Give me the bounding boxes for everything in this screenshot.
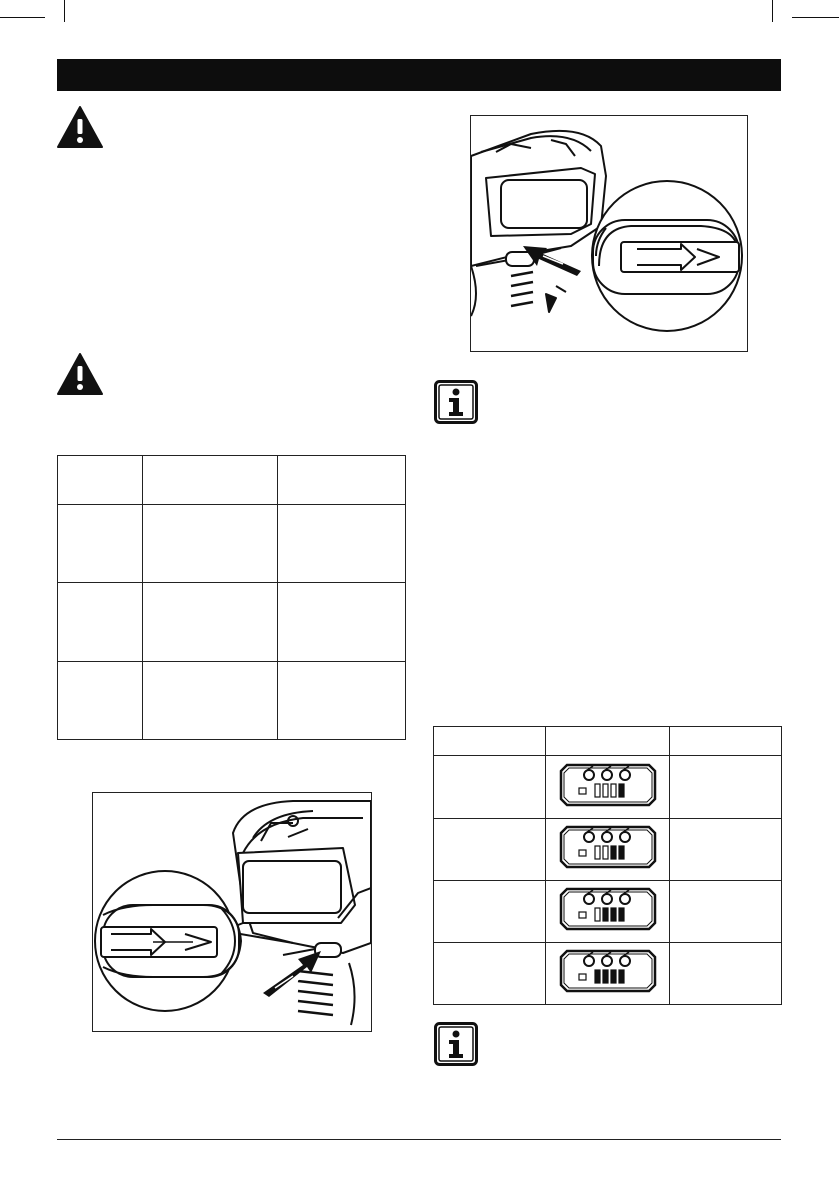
- indicator-led: [579, 912, 586, 918]
- knob-icon: [602, 894, 612, 904]
- table-cell: [278, 662, 406, 740]
- battery-level-bar: [595, 908, 600, 921]
- knob-icon: [620, 832, 630, 842]
- table-cell: [434, 881, 546, 943]
- knob-icon: [620, 770, 630, 780]
- table-row: [58, 583, 406, 662]
- battery-indicator-cell: [546, 943, 670, 1005]
- table-row: [58, 505, 406, 583]
- table-row: [58, 662, 406, 740]
- battery-indicator-cell: [546, 881, 670, 943]
- tool-illustration-left: [92, 792, 372, 1032]
- indicator-led: [579, 788, 586, 794]
- crop-mark: [792, 17, 839, 18]
- table-cell: [58, 505, 143, 583]
- battery-level-bar: [619, 908, 624, 921]
- knob-icon: [584, 832, 594, 842]
- battery-indicator-cell: [546, 756, 670, 819]
- spec-table: [57, 455, 406, 740]
- table-cell: [143, 583, 278, 662]
- battery-indicator-icon: [559, 887, 657, 931]
- table-cell: [670, 819, 782, 881]
- knob-icon: [584, 894, 594, 904]
- battery-indicator-icon: [559, 949, 657, 993]
- table-header-cell: [546, 727, 670, 756]
- indicator-led: [579, 974, 586, 980]
- battery-level-bar: [619, 784, 624, 797]
- table-cell: [434, 819, 546, 881]
- table-header-cell: [143, 456, 278, 505]
- battery-level-bar: [619, 846, 624, 859]
- section-header-bar: [57, 59, 781, 91]
- table-cell: [278, 583, 406, 662]
- table-cell: [58, 583, 143, 662]
- table-cell: [58, 662, 143, 740]
- table-row: [434, 756, 782, 819]
- information-icon: [434, 1022, 478, 1066]
- table-cell: [670, 881, 782, 943]
- table-cell: [143, 505, 278, 583]
- battery-level-bar: [611, 970, 616, 983]
- table-header-cell: [278, 456, 406, 505]
- table-row: [434, 943, 782, 1005]
- table-cell: [143, 662, 278, 740]
- battery-indicator-icon: [559, 763, 657, 807]
- table-header-cell: [434, 727, 546, 756]
- battery-level-bar: [611, 846, 616, 859]
- battery-indicator-icon: [559, 825, 657, 869]
- battery-level-bar: [603, 908, 608, 921]
- battery-level-bar: [603, 784, 608, 797]
- knob-icon: [602, 832, 612, 842]
- battery-level-bar: [611, 908, 616, 921]
- battery-level-bar: [595, 846, 600, 859]
- table-cell: [278, 505, 406, 583]
- knob-icon: [620, 894, 630, 904]
- table-header-row: [58, 456, 406, 505]
- information-icon: [434, 380, 478, 424]
- table-header-cell: [670, 727, 782, 756]
- battery-level-bar: [619, 970, 624, 983]
- crop-mark: [64, 0, 65, 22]
- crop-mark: [772, 0, 773, 22]
- knob-icon: [584, 956, 594, 966]
- tool-illustration-right: [470, 115, 748, 352]
- knob-icon: [602, 956, 612, 966]
- battery-level-bar: [603, 970, 608, 983]
- table-header-cell: [58, 456, 143, 505]
- battery-level-bar: [595, 970, 600, 983]
- battery-level-bar: [603, 846, 608, 859]
- warning-triangle-icon: [56, 105, 104, 149]
- table-cell: [434, 756, 546, 819]
- knob-icon: [620, 956, 630, 966]
- table-row: [434, 881, 782, 943]
- knob-icon: [584, 770, 594, 780]
- table-cell: [670, 943, 782, 1005]
- indicator-led: [579, 850, 586, 856]
- knob-icon: [602, 770, 612, 780]
- table-header-row: [434, 727, 782, 756]
- table-row: [434, 819, 782, 881]
- table-cell: [434, 943, 546, 1005]
- battery-level-bar: [611, 784, 616, 797]
- battery-level-bar: [595, 784, 600, 797]
- warning-triangle-icon: [56, 352, 104, 396]
- crop-mark: [0, 17, 45, 18]
- table-cell: [670, 756, 782, 819]
- battery-level-table: [433, 726, 782, 1005]
- battery-indicator-cell: [546, 819, 670, 881]
- footer-rule: [57, 1139, 781, 1140]
